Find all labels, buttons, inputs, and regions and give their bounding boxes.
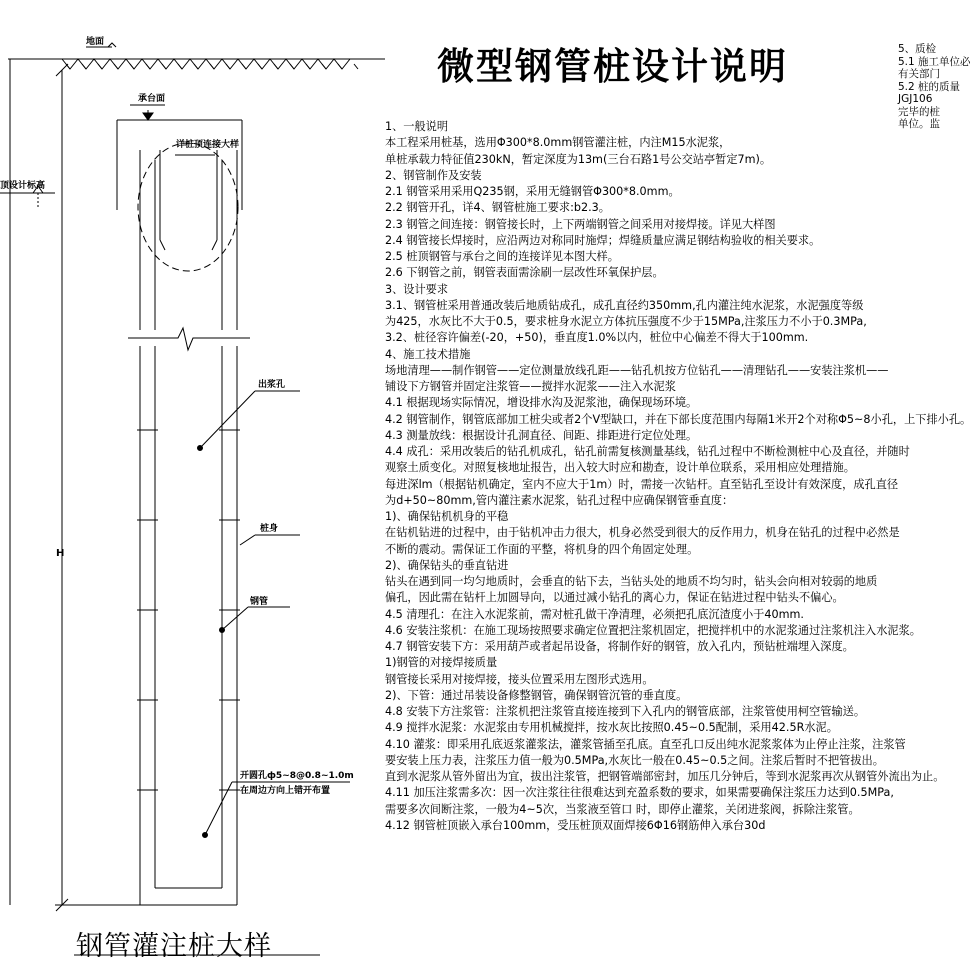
note-line: 4.6 安装注浆机：在施工现场按照要求确定位置把注浆机固定，把搅拌机中的水泥浆通过注浆机注入水泥浆。 <box>385 623 921 637</box>
note-line: 为425，水灰比不大于0.5，要求桩身水泥立方体抗压强度不少于15MPa,注浆压力不小于0.3MPa, <box>385 315 867 328</box>
note-line: 本工程采用桩基，选用Φ300*8.0mm钢管灌注桩，内注M15水泥浆， <box>385 136 731 150</box>
note-line: 完毕的桩 <box>898 105 940 118</box>
hole-spec-label-1: 开圆孔ф5~8@0.8~1.0m <box>240 771 354 781</box>
note-line: 要安装上压力表，注浆压力值一般为0.5MPa,水灰比一般在0.45~0.5之间。注浆后暂时不把管拔出。 <box>385 753 884 767</box>
note-line: 4.1 根据现场实际情况，增设排水沟及泥浆池，确保现场环境。 <box>385 396 698 410</box>
top-connection-ellipse <box>138 143 238 271</box>
break-symbol <box>128 328 250 350</box>
ground-hatching <box>62 59 358 69</box>
note-line: 2.3 钢管之间连接：钢管接长时，上下两端钢管之间采用对接焊接。详见大样图 <box>385 217 776 231</box>
ground-label: 地面 <box>86 37 105 47</box>
note-line: 钢管接长采用对接焊接，接头位置采用左图形式选用。 <box>385 672 654 686</box>
note-line: 场地清理——制作钢管——定位测量放线孔距——钻孔机按方位钻孔——清理钻孔——安装注浆机—— <box>385 363 889 377</box>
design-elevation-label: 顶设计标高 <box>0 181 46 191</box>
note-line: 2.6 下钢管之前，钢管表面需涂刷一层改性环氧保护层。 <box>385 266 664 280</box>
grout-hole-label: 出浆孔 <box>258 380 286 390</box>
note-line: 为d+50~80mm,管内灌注素水泥浆，钻孔过程中应确保钢管垂直度： <box>385 493 734 507</box>
note-line: 2.5 桩顶钢管与承台之间的连接详见本图大样。 <box>385 250 619 263</box>
note-line: 在钻机钻进的过程中，由于钻机冲击力很大，机身必然受到很大的反作用力，机身在钻孔的过程中必然是 <box>385 526 900 540</box>
note-line: 2)、下管：通过吊装设备修整钢管，确保钢管沉管的垂直度。 <box>385 688 688 702</box>
note-line: 5.1 施工单位必 <box>898 55 971 68</box>
note-line: 4.8 安装下方注浆管：注浆机把注浆管直接连接到下入孔内的钢管底部，注浆管使用柯空管输送。 <box>385 705 866 718</box>
note-line: 3.1、钢管桩采用普通改装后地质钻成孔，成孔直径约350mm,孔内灌注纯水泥浆，水泥强度等级 <box>385 298 864 312</box>
note-line: 4.11 加压注浆需多次：因一次注浆往往很难达到充盈系数的要求，如果需要确保注浆压力达到0.5MPa, <box>385 786 894 800</box>
note-line: 2.2 钢管开孔，详4、钢管桩施工要求:b2.3。 <box>385 201 610 215</box>
note-line: 5、质检 <box>898 43 937 55</box>
note-line: 4.9 搅拌水泥浆：水泥浆由专用机械搅拌，按水灰比按照0.45~0.5配制，采用42.5R水泥。 <box>385 721 838 735</box>
note-line: 1)钢管的对接焊接质量 <box>385 656 498 670</box>
note-line: 每进深lm（根据钻机确定，室内不应大于1m）时，需接一次钻杆。直至钻孔至设计有效深度，成孔直径 <box>385 477 899 491</box>
note-line: 2、钢管制作及安装 <box>385 168 482 182</box>
detail-title: 钢管灌注桩大样 <box>76 931 272 962</box>
note-line: 4.5 清理孔：在注入水泥浆前，需对桩孔做干净清理，必须把孔底沉渣度小于40mm. <box>385 607 804 621</box>
note-line: 需要多次间断注浆，一般为4~5次，当浆液至管口 时，即停止灌浆，关闭进浆阀，拆除注浆管。 <box>385 802 860 816</box>
note-line: 4.2 钢管制作，钢管底部加工桩尖或者2个V型缺口，并在下部长度范围内每隔1米开2个对称Φ5~8小孔，上下排小孔。 <box>385 412 972 426</box>
pile-body-label: 桩身 <box>260 524 279 534</box>
note-line: 3、设计要求 <box>385 282 449 296</box>
main-title: 微型钢管桩设计说明 <box>437 45 788 88</box>
note-line: JGJ106 <box>898 93 933 105</box>
note-line: 5.2 桩的质量 <box>898 80 961 93</box>
note-line: 单桩承载力特征值230kN，暂定深度为13m(三台石路1号公交站亭暂定7m)。 <box>385 152 772 166</box>
note-line: 4.12 钢管桩顶嵌入承台100mm，受压桩顶双面焊接6Φ16钢筋伸入承台30d <box>385 818 766 832</box>
note-line: 2.4 钢管接长焊接时，应沿两边对称同时施焊；焊缝质量应满足钢结构验收的相关要求。 <box>385 233 821 247</box>
note-line: 2)、确保钻头的垂直钻进 <box>385 558 509 572</box>
note-line: 4.3 测量放线：根据设计孔洞直径、间距、排距进行定位处理。 <box>385 428 698 442</box>
note-line: 1)、确保钻机机身的平稳 <box>385 510 509 523</box>
steel-pipe-label: 钢管 <box>250 597 269 607</box>
height-label: H <box>56 548 65 559</box>
note-line: 观察土质变化。对照复核地址报告，出入较大时应和勘查，设计单位联系，采用相应处理措施。 <box>385 461 855 475</box>
note-line: 4.7 钢管安装下方：采用葫芦或者起吊设备，将制作好的钢管，放入孔内，预钻桩端埋入深度。 <box>385 640 854 653</box>
top-connection-label: 详桩顶连接大样 <box>176 140 240 150</box>
note-line: 4.4 成孔：采用改装后的钻孔机成孔，钻孔前需复核测量基线，钻孔过程中不断检测桩中心及直径，并随时 <box>385 445 910 458</box>
note-line: 不断的震动。需保证工作面的平整，将机身的四个角固定处理。 <box>385 542 699 556</box>
note-line: 直到水泥浆从管外留出为宜，拔出注浆管，把钢管端部密封，加压几分钟后，等到水泥浆再次从钢管外流出为止。 <box>385 770 945 783</box>
note-line: 铺设下方钢管并固定注浆管——搅拌水泥浆——注入水泥浆 <box>385 380 676 393</box>
note-line: 偏孔，因此需在钻杆上加圆导向，以通过减小钻孔的离心力，保证在钻进过程中钻头不偏心。 <box>385 591 844 605</box>
note-line: 有关部门 <box>898 68 940 80</box>
grout-hole-marks <box>137 430 240 790</box>
hole-spec-label-2: 在周边方向上错开布置 <box>240 786 331 796</box>
note-line: 4、施工技术措施 <box>385 347 471 361</box>
note-line: 1、一般说明 <box>385 120 449 133</box>
note-line: 3.2、桩径容许偏差(-20，+50)，垂直度1.0%以内，桩位中心偏差不得大于100mm. <box>385 331 809 345</box>
note-line: 4.10 灌浆：即采用孔底返浆灌浆法，灌浆管插至孔底。直至孔口反出纯水泥浆浆体为止停止注浆，注浆管 <box>385 737 906 751</box>
note-line: 单位。监 <box>898 118 940 130</box>
note-line: 钻头在遇到同一均匀地质时，会垂直的钻下去，当钻头处的地质不均匀时，钻头会向相对较弱的地质 <box>385 575 878 588</box>
cap-bottom-label: 承台面 <box>138 94 166 104</box>
note-line: 2.1 钢管采用采用Q235钢，采用无缝钢管Φ300*8.0mm。 <box>385 185 680 198</box>
